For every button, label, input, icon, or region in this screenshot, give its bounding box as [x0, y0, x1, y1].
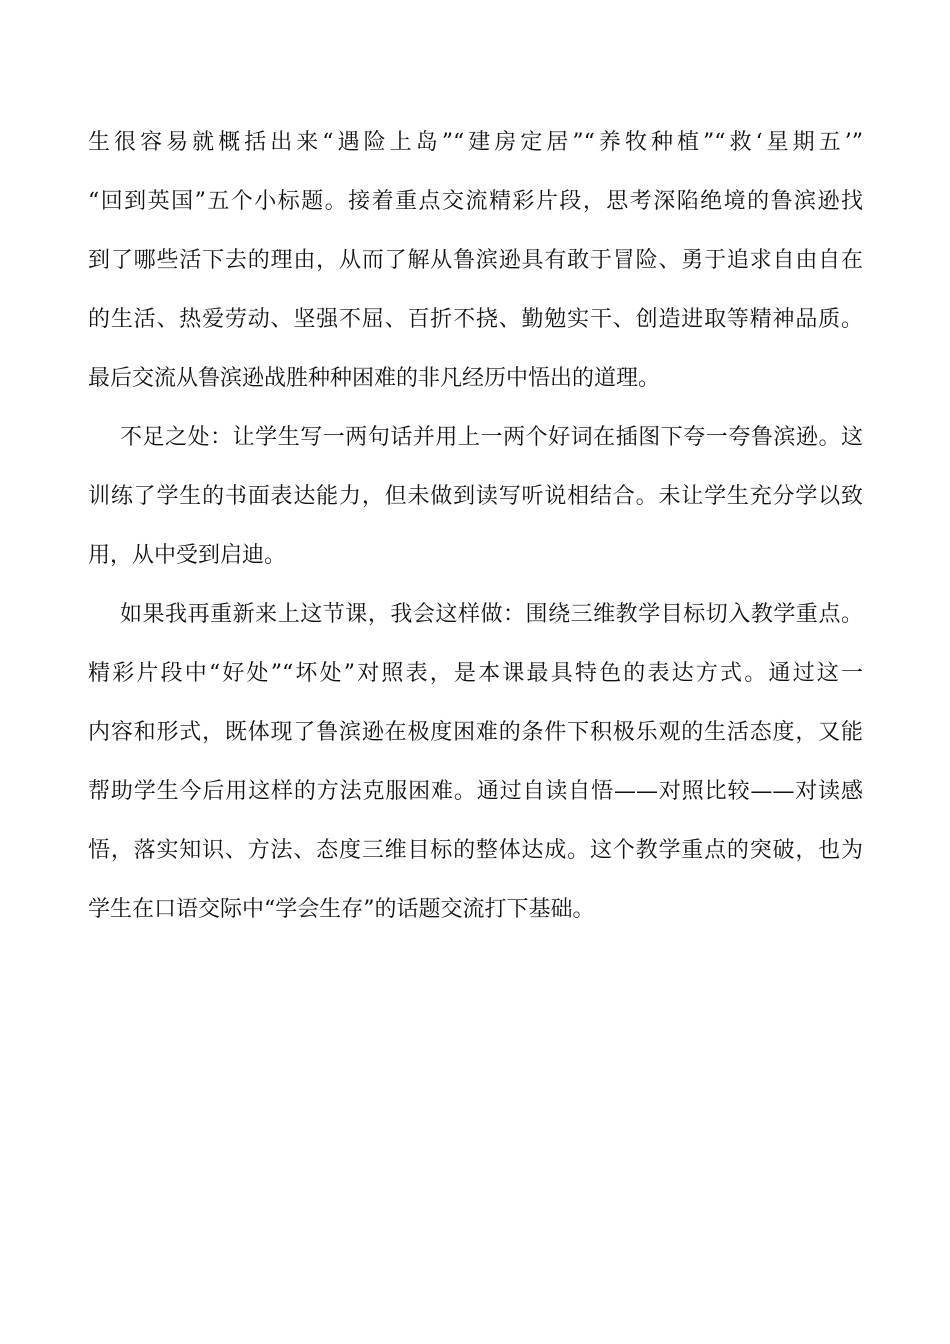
text-line: 用，从中受到启迪。: [88, 543, 287, 568]
text-line: 生很容易就概括出来“遇险上岛”“建房定居”“养牧种植”“救‘星期五’”: [88, 130, 863, 155]
text-line: 训练了学生的书面表达能力，但未做到读写听说相结合。未让学生充分学以致: [88, 484, 863, 509]
text-line: 学生在口语交际中“学会生存”的话题交流打下基础。: [88, 897, 595, 922]
text-line: 内容和形式，既体现了鲁滨逊在极度困难的条件下积极乐观的生活态度，又能: [88, 720, 863, 745]
text-line: “回到英国”五个小标题。接着重点交流精彩片段，思考深陷绝境的鲁滨逊找: [88, 189, 863, 214]
text-line: 精彩片段中“好处”“坏处”对照表，是本课最具特色的表达方式。通过这一: [88, 661, 863, 686]
text-line: 到了哪些活下去的理由，从而了解从鲁滨逊具有敢于冒险、勇于追求自由自在: [88, 248, 863, 273]
text-line: 最后交流从鲁滨逊战胜种种困难的非凡经历中悟出的道理。: [88, 366, 661, 391]
text-line: 的生活、热爱劳动、坚强不屈、百折不挠、勤勉实干、创造进取等精神品质。: [88, 307, 863, 332]
text-line: 不足之处：让学生写一两句话并用上一两个好词在插图下夸一夸鲁滨逊。这: [120, 425, 863, 450]
text-line: 悟，落实知识、方法、态度三维目标的整体达成。这个教学重点的突破，也为: [88, 838, 863, 863]
text-line: 如果我再重新来上这节课，我会这样做：围绕三维教学目标切入教学重点。: [120, 602, 863, 627]
body-text: [88, 120, 863, 946]
text-line: 帮助学生今后用这样的方法克服困难。通过自读自悟——对照比较——对读感: [88, 779, 863, 804]
